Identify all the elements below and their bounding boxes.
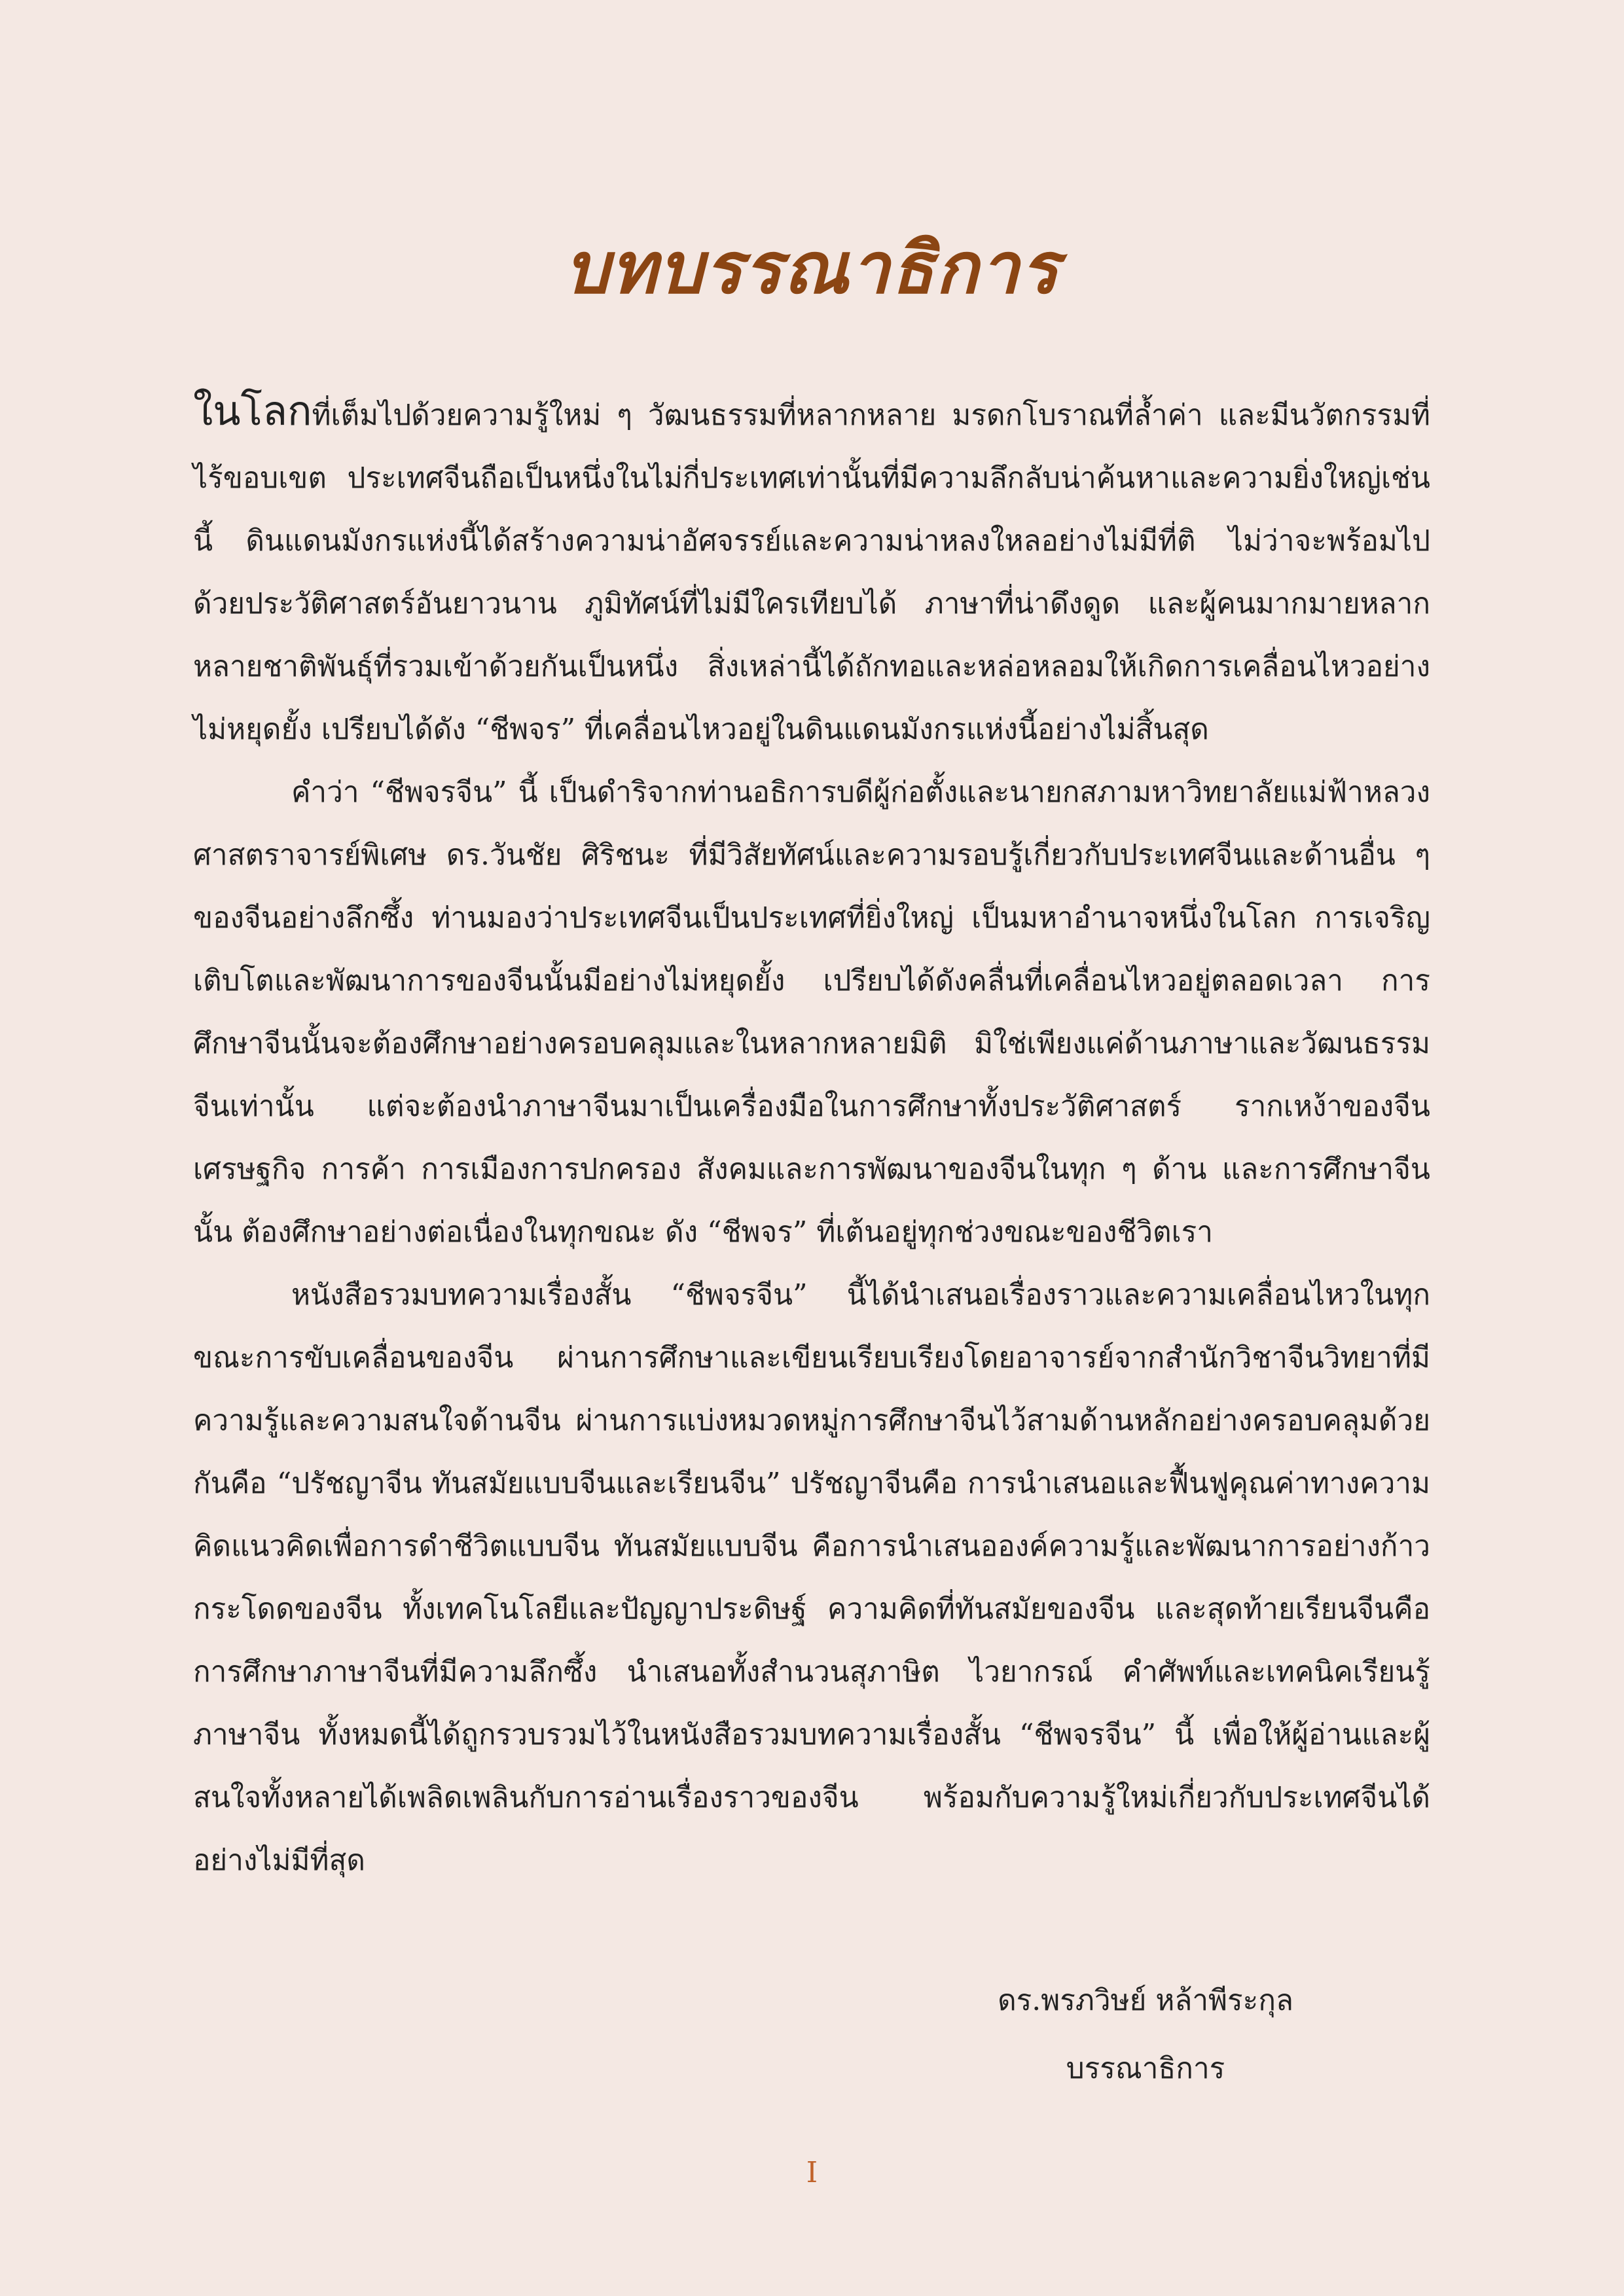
paragraph-2: คำว่า “ชีพจรจีน” นี้ เป็นดำริจากท่านอธิการบดีผู้ก่อตั้งและนายกสภามหาวิทยาลัยแม่ฟ้าหลวง ศาสตราจารย์พิเศษ ดร.วันชัย ศิริชนะ ที่มีวิสัยทัศน์และความรอบรู้เกี่ยวกับประเทศจีนและด้านอื่น ๆ ของจีนอย่างลึกซึ้ง ท่านมองว่าประเทศจีนเป็นประเทศที่ยิ่งใหญ่ เป็นมหาอำนาจหนึ่งในโลก การเจริญเติบโตและพัฒนาการของจีนนั้นมีอย่างไม่หยุดยั้ง เปรียบได้ดังคลื่นที่เคลื่อนไหวอยู่ตลอดเวลา การศึกษาจีนนั้นจะต้องศึกษาอย่างครอบคลุมและในหลากหลายมิติ มิใช่เพียงแค่ด้านภาษาและวัฒนธรรมจีนเท่านั้น แต่จะต้องนำภาษาจีนมาเป็นเครื่องมือในการศึกษาทั้งประวัติศาสตร์ รากเหง้าของจีน เศรษฐกิจ การค้า การเมืองการปกครอง สังคมและการพัฒนาของจีนในทุก ๆ ด้าน และการศึกษาจีนนั้น ต้องศึกษาอย่างต่อเนื่องในทุกขณะ ดัง “ชีพจร” ที่เต้นอยู่ทุกช่วงขณะของชีวิตเรา (193, 776, 1430, 1249)
signature-name: ดร.พรภวิษย์ หล้าพีระกุล (998, 1984, 1293, 2017)
lead-word: ในโลก (193, 387, 312, 435)
page-number: I (806, 2156, 818, 2189)
paragraph-1 (193, 380, 1430, 761)
paragraph-1-text: ที่เต็มไปด้วยความรู้ใหม่ ๆ วัฒนธรรมที่หลากหลาย มรดกโบราณที่ล้ำค่า และมีนวัตกรรมที่ไร้ขอบเขต ประเทศจีนถือเป็นหนึ่งในไม่กี่ประเทศเท่านั้นที่มีความลึกลับน่าค้นหาและความยิ่งใหญ่เช่นนี้ ดินแดนมังกรแห่งนี้ได้สร้างความน่าอัศจรรย์และความน่าหลงใหลอย่างไม่มีที่ติ ไม่ว่าจะพร้อมไปด้วยประวัติศาสตร์อันยาวนาน ภูมิทัศน์ที่ไม่มีใครเทียบได้ ภาษาที่น่าดึงดูด และผู้คนมากมายหลากหลายชาติพันธุ์ที่รวมเข้าด้วยกันเป็นหนึ่ง สิ่งเหล่านี้ได้ถักทอและหล่อหลอมให้เกิดการเคลื่อนไหวอย่างไม่หยุดยั้ง เปรียบได้ดัง “ชีพจร” ที่เคลื่อนไหวอยู่ในดินแดนมังกรแห่งนี้อย่างไม่สิ้นสุด (193, 399, 1430, 746)
editorial-body (193, 380, 1430, 1892)
signature-block (916, 1967, 1375, 2103)
signature-role: บรรณาธิการ (1066, 2052, 1225, 2085)
paragraph-3: หนังสือรวมบทความเรื่องสั้น “ชีพจรจีน” นี้ได้นำเสนอเรื่องราวและความเคลื่อนไหวในทุกขณะการขับเคลื่อนของจีน ผ่านการศึกษาและเขียนเรียบเรียงโดยอาจารย์จากสำนักวิชาจีนวิทยาที่มีความรู้และความสนใจด้านจีน ผ่านการแบ่งหมวดหมู่การศึกษาจีนไว้สามด้านหลักอย่างครอบคลุมด้วยกันคือ “ปรัชญาจีน ทันสมัยแบบจีนและเรียนจีน” ปรัชญาจีนคือ การนำเสนอและฟื้นฟูคุณค่าทางความคิดแนวคิดเพื่อการดำชีวิตแบบจีน ทันสมัยแบบจีน คือการนำเสนอองค์ความรู้และพัฒนาการอย่างก้าวกระโดดของจีน ทั้งเทคโนโลยีและปัญญาประดิษฐ์ ความคิดที่ทันสมัยของจีน และสุดท้ายเรียนจีนคือการศึกษาภาษาจีนที่มีความลึกซึ้ง นำเสนอทั้งสำนวนสุภาษิต ไวยากรณ์ คำศัพท์และเทคนิคเรียนรู้ภาษาจีน ทั้งหมดนี้ได้ถูกรวบรวมไว้ในหนังสือรวมบทความเรื่องสั้น “ชีพจรจีน” นี้ เพื่อให้ผู้อ่านและผู้สนใจทั้งหลายได้เพลิดเพลินกับการอ่านเรื่องราวของจีน พร้อมกับความรู้ใหม่เกี่ยวกับประเทศจีนได้อย่างไม่มีที่สุด (193, 1278, 1430, 1877)
page-title: บทบรรณาธิการ (564, 227, 1060, 310)
